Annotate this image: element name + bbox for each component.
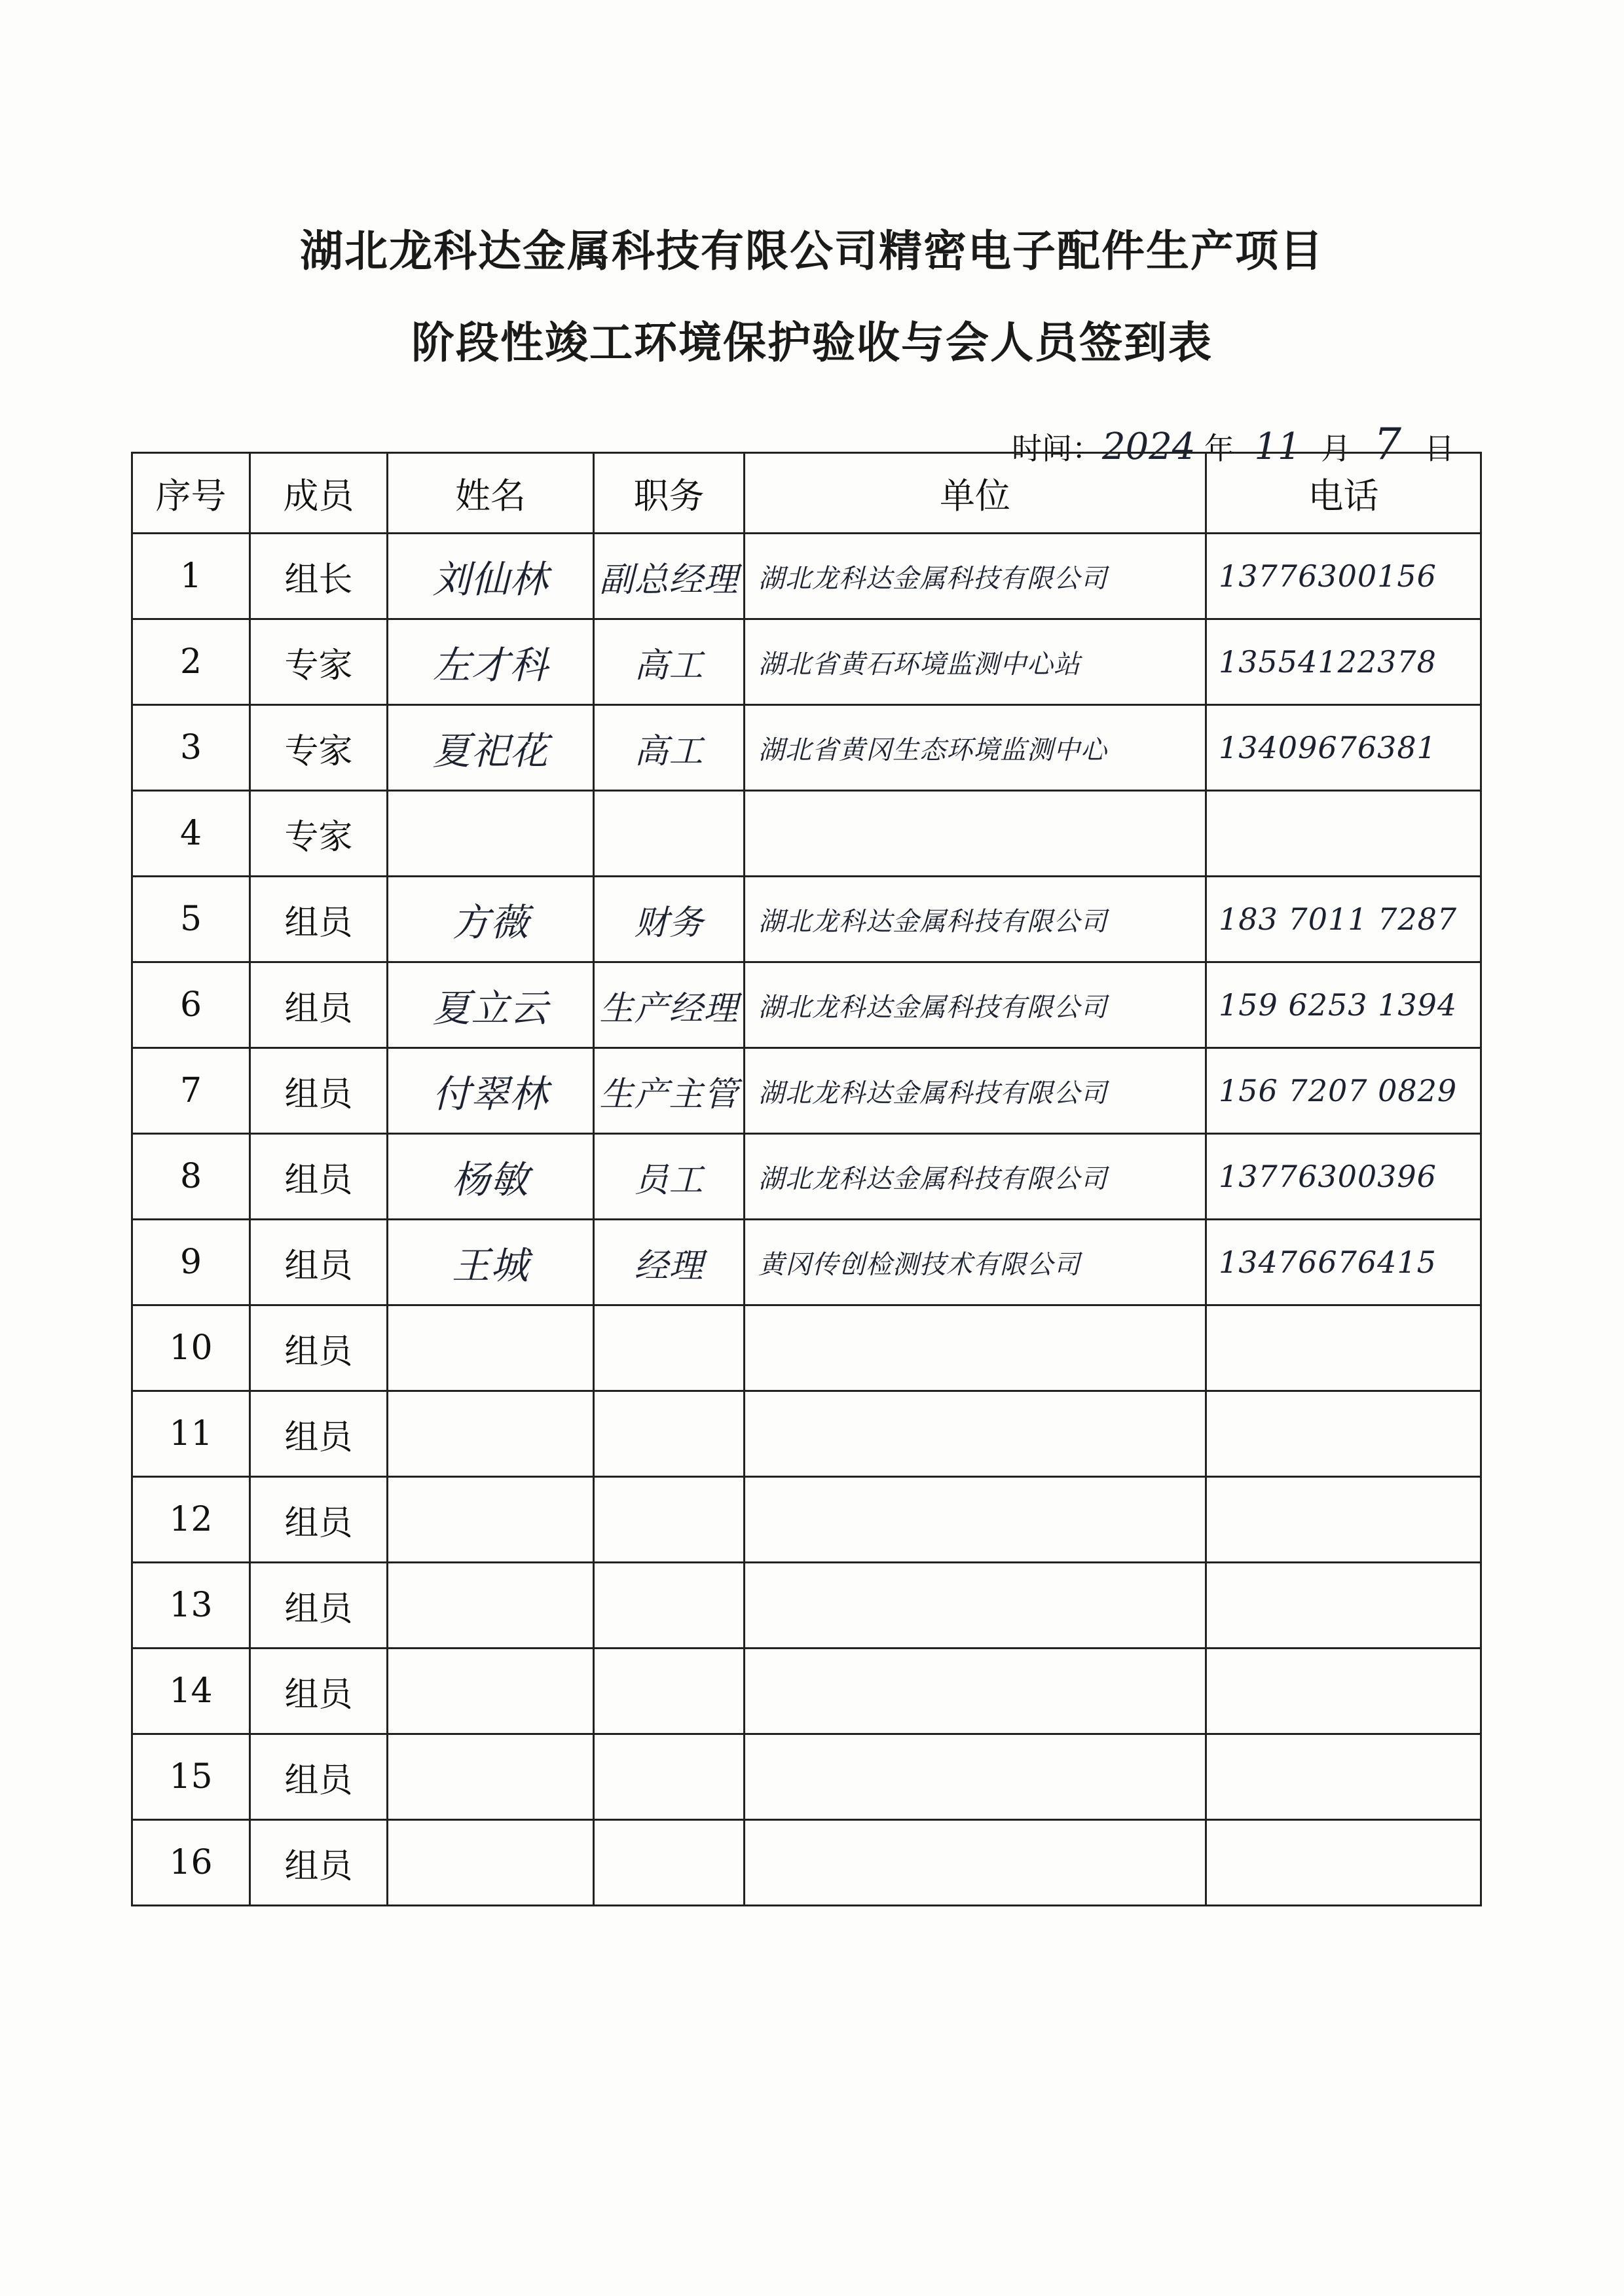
row-position: [594, 1391, 745, 1477]
date-day: 7: [1374, 419, 1401, 469]
row-phone: 156 7207 0829: [1206, 1048, 1481, 1134]
row-unit: [745, 1391, 1206, 1477]
row-number: 1: [132, 534, 250, 619]
table-row: [132, 1734, 1481, 1820]
col-header-name: 姓名: [388, 453, 594, 534]
row-unit: 湖北龙科达金属科技有限公司: [745, 1048, 1206, 1134]
row-number: 8: [132, 1134, 250, 1220]
row-name-signature: [388, 1305, 594, 1391]
row-unit: [745, 1563, 1206, 1649]
row-role: 组长: [250, 534, 388, 619]
row-name-signature: 夏立云: [388, 962, 594, 1048]
row-phone: [1206, 1649, 1481, 1734]
row-position: 副总经理: [594, 534, 745, 619]
row-name-signature: 杨敏: [388, 1134, 594, 1220]
row-unit: 湖北龙科达金属科技有限公司: [745, 877, 1206, 962]
row-phone: 159 6253 1394: [1206, 962, 1481, 1048]
document-subtitle: 阶段性竣工环境保护验收与会人员签到表: [411, 318, 1213, 368]
row-number: 10: [132, 1305, 250, 1391]
row-role: 组员: [250, 1649, 388, 1734]
row-position: [594, 791, 745, 877]
row-role: 组员: [250, 877, 388, 962]
row-role: 专家: [250, 791, 388, 877]
signin-table: [131, 452, 1482, 1906]
row-position: 高工: [594, 619, 745, 705]
row-role: 组员: [250, 1305, 388, 1391]
row-unit: 湖北省黄冈生态环境监测中心: [745, 705, 1206, 791]
row-phone: [1206, 1734, 1481, 1820]
row-name-signature: [388, 1563, 594, 1649]
row-number: 11: [132, 1391, 250, 1477]
row-number: 3: [132, 705, 250, 791]
table-row: [132, 1305, 1481, 1391]
row-role: 组员: [250, 1048, 388, 1134]
row-number: 2: [132, 619, 250, 705]
row-position: 高工: [594, 705, 745, 791]
row-position: [594, 1305, 745, 1391]
row-unit: [745, 1820, 1206, 1906]
row-position: [594, 1477, 745, 1563]
row-name-signature: 方薇: [388, 877, 594, 962]
col-header-unit: 单位: [745, 453, 1206, 534]
row-name-signature: [388, 1734, 594, 1820]
row-role: 组员: [250, 1477, 388, 1563]
row-name-signature: 付翠林: [388, 1048, 594, 1134]
row-unit: [745, 1649, 1206, 1734]
row-phone: [1206, 791, 1481, 877]
row-number: 6: [132, 962, 250, 1048]
row-unit: 湖北省黄石环境监测中心站: [745, 619, 1206, 705]
row-position: 生产主管: [594, 1048, 745, 1134]
row-name-signature: 夏祀花: [388, 705, 594, 791]
row-position: [594, 1734, 745, 1820]
table-row: [132, 1391, 1481, 1477]
row-role: 组员: [250, 962, 388, 1048]
row-unit: [745, 1305, 1206, 1391]
col-header-no: 序号: [132, 453, 250, 534]
table-row: [132, 962, 1481, 1048]
table-header-row: [132, 453, 1481, 534]
row-position: 财务: [594, 877, 745, 962]
row-phone: 13409676381: [1206, 705, 1481, 791]
col-header-phone: 电话: [1206, 453, 1481, 534]
row-role: 组员: [250, 1563, 388, 1649]
row-position: 生产经理: [594, 962, 745, 1048]
row-number: 12: [132, 1477, 250, 1563]
row-name-signature: [388, 1820, 594, 1906]
row-phone: 13776300156: [1206, 534, 1481, 619]
date-year-unit: 年: [1204, 431, 1234, 466]
row-name-signature: [388, 1391, 594, 1477]
table-row: [132, 1820, 1481, 1906]
row-number: 4: [132, 791, 250, 877]
row-phone: 13776300396: [1206, 1134, 1481, 1220]
table-row: [132, 1134, 1481, 1220]
row-role: 组员: [250, 1820, 388, 1906]
date-day-unit: 日: [1424, 431, 1454, 466]
row-position: [594, 1820, 745, 1906]
row-number: 16: [132, 1820, 250, 1906]
row-unit: 湖北龙科达金属科技有限公司: [745, 534, 1206, 619]
row-phone: [1206, 1305, 1481, 1391]
row-role: 组员: [250, 1734, 388, 1820]
row-role: 专家: [250, 619, 388, 705]
row-name-signature: 左才科: [388, 619, 594, 705]
row-phone: [1206, 1563, 1481, 1649]
date-month: 11: [1254, 426, 1301, 468]
col-header-role: 成员: [250, 453, 388, 534]
document-title: 湖北龙科达金属科技有限公司精密电子配件生产项目: [300, 226, 1324, 276]
row-name-signature: 刘仙林: [388, 534, 594, 619]
row-name-signature: [388, 1649, 594, 1734]
row-number: 7: [132, 1048, 250, 1134]
row-role: 组员: [250, 1391, 388, 1477]
row-unit: 湖北龙科达金属科技有限公司: [745, 1134, 1206, 1220]
table-row: [132, 1649, 1481, 1734]
table-row: [132, 619, 1481, 705]
row-role: 专家: [250, 705, 388, 791]
date-year: 2024: [1102, 426, 1196, 468]
table-row: [132, 705, 1481, 791]
row-unit: 黄冈传创检测技术有限公司: [745, 1220, 1206, 1305]
table-row: [132, 1048, 1481, 1134]
row-name-signature: [388, 791, 594, 877]
row-number: 14: [132, 1649, 250, 1734]
row-unit: [745, 1477, 1206, 1563]
table-row: [132, 1220, 1481, 1305]
row-phone: 13554122378: [1206, 619, 1481, 705]
row-phone: [1206, 1391, 1481, 1477]
date-label: 时间：: [1012, 431, 1102, 466]
table-row: [132, 534, 1481, 619]
row-phone: [1206, 1477, 1481, 1563]
row-name-signature: [388, 1477, 594, 1563]
row-unit: 湖北龙科达金属科技有限公司: [745, 962, 1206, 1048]
row-position: [594, 1563, 745, 1649]
row-number: 13: [132, 1563, 250, 1649]
table-row: [132, 1563, 1481, 1649]
row-position: 员工: [594, 1134, 745, 1220]
row-unit: [745, 1734, 1206, 1820]
table-row: [132, 1477, 1481, 1563]
row-phone: 183 7011 7287: [1206, 877, 1481, 962]
row-position: [594, 1649, 745, 1734]
row-unit: [745, 791, 1206, 877]
row-number: 15: [132, 1734, 250, 1820]
col-header-position: 职务: [594, 453, 745, 534]
row-position: 经理: [594, 1220, 745, 1305]
row-number: 9: [132, 1220, 250, 1305]
table-row: [132, 877, 1481, 962]
row-role: 组员: [250, 1134, 388, 1220]
table-row: [132, 791, 1481, 877]
row-number: 5: [132, 877, 250, 962]
row-role: 组员: [250, 1220, 388, 1305]
row-phone: [1206, 1820, 1481, 1906]
row-name-signature: 王城: [388, 1220, 594, 1305]
date-month-unit: 月: [1321, 431, 1351, 466]
row-phone: 13476676415: [1206, 1220, 1481, 1305]
